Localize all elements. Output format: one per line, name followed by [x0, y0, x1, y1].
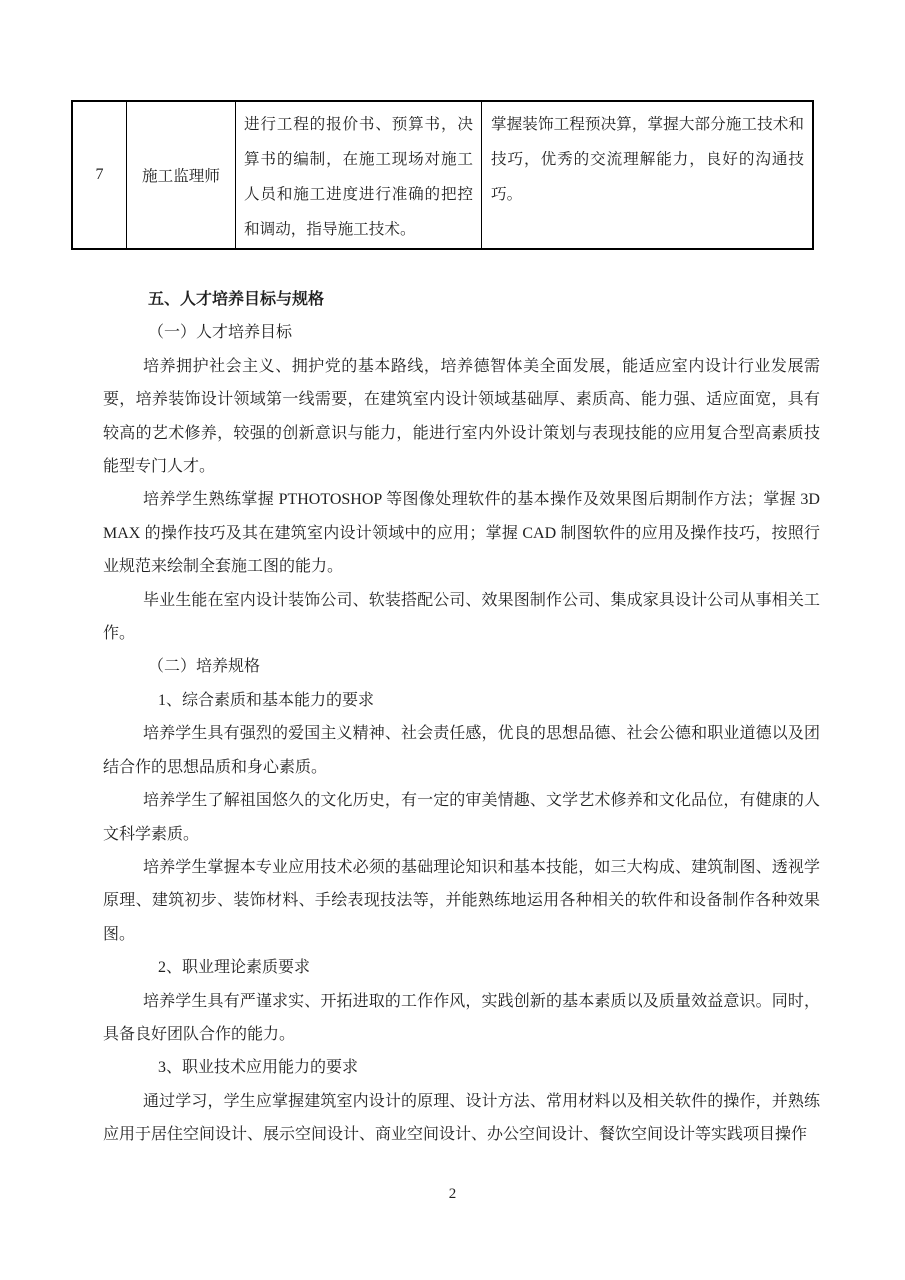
- numbered-item-heading: 1、综合素质和基本能力的要求: [158, 691, 375, 709]
- job-duties-cell: 进行工程的报价书、预算书，决算书的编制，在施工现场对施工人员和施工进度进行准确的把控和调动，指导施工技术。: [236, 101, 482, 249]
- paragraph: 培养学生了解祖国悠久的文化历史，有一定的审美情趣、文学艺术修养和文化品位，有健康的人文科学素质。: [103, 792, 820, 843]
- row-number-cell: 7: [72, 101, 127, 249]
- job-title-cell: 施工监理师: [127, 101, 236, 249]
- paragraph: 培养学生熟练掌握 PTHOTOSHOP 等图像处理软件的基本操作及效果图后期制作方法；掌握 3D MAX 的操作技巧及其在建筑室内设计领域中的应用；掌握 CAD 制图软件的应用及操作技巧，按照行业规范来绘制全套施工图的能力。: [103, 491, 820, 576]
- subsection-heading: （一）人才培养目标: [148, 324, 293, 342]
- paragraph: 培养学生具有严谨求实、开拓进取的工作作风，实践创新的基本素质以及质量效益意识。同时，具备良好团队合作的能力。: [103, 992, 820, 1043]
- numbered-item-heading: 2、职业理论素质要求: [158, 959, 311, 977]
- paragraph: 培养学生掌握本专业应用技术必须的基础理论知识和基本技能，如三大构成、建筑制图、透视学原理、建筑初步、装饰材料、手绘表现技法等，并能熟练地运用各种相关的软件和设备制作各种效果图。: [103, 858, 820, 943]
- table-row: [72, 101, 813, 249]
- subsection-heading: （二）培养规格: [148, 658, 261, 676]
- job-requirements-table: [71, 100, 814, 250]
- page-number: 2: [448, 1186, 457, 1202]
- section-heading: 五、人才培养目标与规格: [148, 291, 325, 308]
- document-body: [103, 283, 820, 1152]
- numbered-item-heading: 3、职业技术应用能力的要求: [158, 1059, 359, 1077]
- paragraph: 通过学习，学生应掌握建筑室内设计的原理、设计方法、常用材料以及相关软件的操作，并熟练应用于居住空间设计、展示空间设计、商业空间设计、办公空间设计、餐饮空间设计等实践项目操作: [103, 1092, 820, 1144]
- paragraph: 毕业生能在室内设计装饰公司、软装搭配公司、效果图制作公司、集成家具设计公司从事相关工作。: [103, 591, 820, 643]
- job-skills-cell: 掌握装饰工程预决算，掌握大部分施工技术和技巧，优秀的交流理解能力，良好的沟通技巧。: [482, 101, 814, 249]
- paragraph: 培养学生具有强烈的爱国主义精神、社会责任感，优良的思想品德、社会公德和职业道德以及团结合作的思想品质和身心素质。: [103, 725, 820, 776]
- paragraph: 培养拥护社会主义、拥护党的基本路线，培养德智体美全面发展，能适应室内设计行业发展需要，培养装饰设计领域第一线需要，在建筑室内设计领域基础厚、素质高、能力强、适应面宽，具有较高的艺术修养，较强的创新意识与能力，能进行室内外设计策划与表现技能的应用复合型高素质技能型专门人才。: [103, 357, 820, 476]
